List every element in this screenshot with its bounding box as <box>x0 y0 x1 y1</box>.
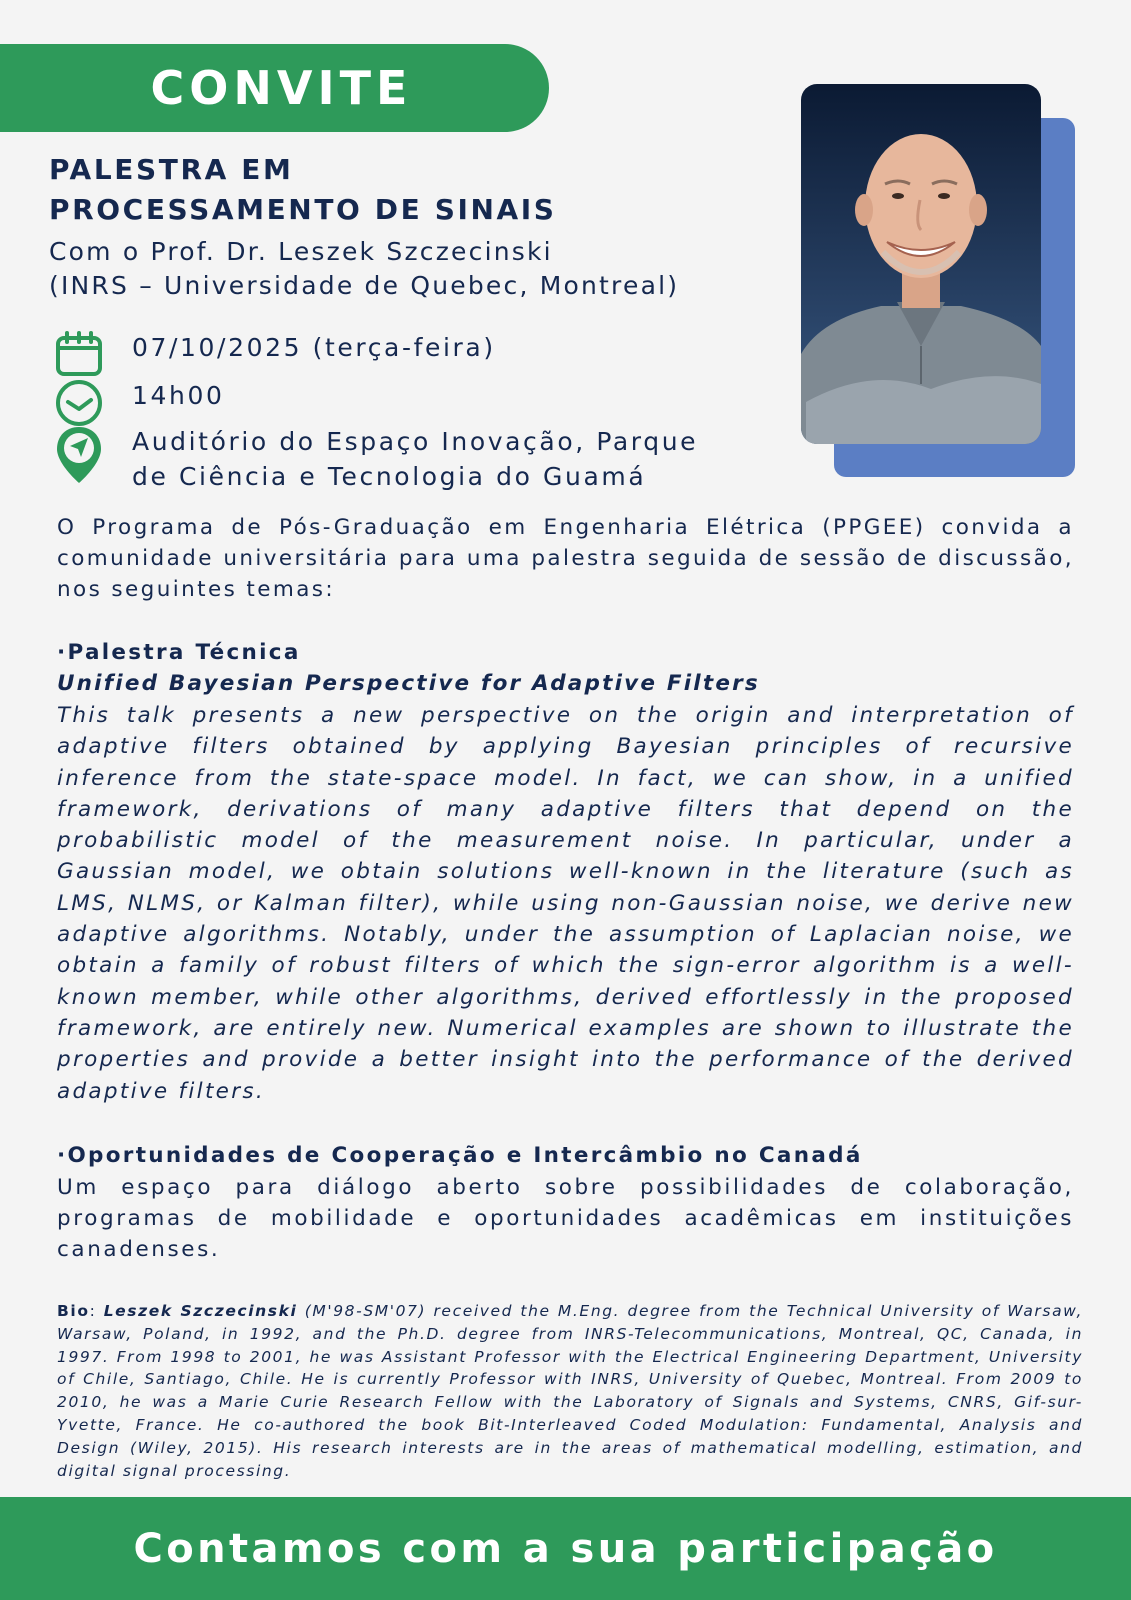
footer-banner <box>0 1497 1131 1600</box>
event-date-text: 07/10/2025 (terça-feira) <box>132 333 496 362</box>
clock-icon <box>54 378 104 428</box>
event-date <box>54 330 496 380</box>
location-line1: Auditório do Espaço Inovação, Parque <box>132 427 699 456</box>
location-icon <box>54 424 104 486</box>
event-time <box>54 378 224 428</box>
footer-text: Contamos com a sua participação <box>133 1525 998 1572</box>
banner-label: CONVITE <box>150 61 413 115</box>
event-title-line2: PROCESSAMENTO DE SINAIS <box>49 193 557 226</box>
event-title-line1: PALESTRA EM <box>49 153 294 186</box>
event-location <box>54 424 698 494</box>
bio-text: (M'98-SM'07) received the M.Eng. degree from the Technical University of Warsaw, Warsaw, Poland, in 1992, and the Ph.D. degree from INRS-Telecommunications, Montreal, QC, Canada, in 1997. From 1998 to 2001, he was Assistant Professor with the Electrical Engineering Department, University of Chile, Santiago, Chile. He is currently Professor with INRS, University of Quebec, Montreal. From 2009 to 2010, he was a Marie Curie Research Fellow with the Laboratory of Signals and Systems, CNRS, Gif-sur-Yvette, France. He co-authored the book Bit-Interleaved Coded Modulation: Fundamental, Analysis and Design (Wiley, 2015). His research interests are in the areas of mathematical modelling, estimation, and digital signal processing. <box>57 1302 1083 1480</box>
calendar-icon <box>54 330 104 380</box>
bio-label: Bio <box>57 1302 90 1320</box>
cooperation-heading: ·Oportunidades de Cooperação e Intercâmbio no Canadá <box>57 1143 863 1168</box>
invite-banner <box>0 44 549 132</box>
talk-heading: ·Palestra Técnica <box>57 640 301 665</box>
speaker-name: Com o Prof. Dr. Leszek Szczecinski <box>49 237 553 266</box>
intro-paragraph: O Programa de Pós-Graduação em Engenharia Elétrica (PPGEE) convida a comunidade universitária para uma palestra seguida de sessão de discussão, nos seguintes temas: <box>57 515 1074 602</box>
event-time-text: 14h00 <box>132 381 225 410</box>
speaker-photo <box>801 84 1041 444</box>
bio-paragraph: Bio: Leszek Szczecinski (M'98-SM'07) received the M.Eng. degree from the Technical University of Warsaw, Warsaw, Poland, in 1992, and the Ph.D. degree from INRS-Telecommunications, Montreal, QC, Canada, in 1997. From 1998 to 2001, he was Assistant Professor with the Electrical Engineering Department, University of Chile, Santiago, Chile. He is currently Professor with INRS, University of Quebec, Montreal. From 2009 to 2010, he was a Marie Curie Research Fellow with the Laboratory of Signals and Systems, CNRS, Gif-sur-Yvette, France. He co-authored the book Bit-Interleaved Coded Modulation: Fundamental, Analysis and Design (Wiley, 2015). His research interests are in the areas of mathematical modelling, estimation, and digital signal processing. <box>57 1302 1083 1480</box>
location-line2: de Ciência e Tecnologia do Guamá <box>132 462 647 491</box>
cooperation-text: Um espaço para diálogo aberto sobre possibilidades de colaboração, programas de mobilidade e oportunidades acadêmicas em instituições canadenses. <box>57 1175 1074 1262</box>
speaker-affiliation: (INRS – Universidade de Quebec, Montreal) <box>49 271 680 300</box>
speaker-info <box>49 235 679 303</box>
event-location-text <box>132 424 698 494</box>
talk-title: Unified Bayesian Perspective for Adaptive Filters <box>57 671 760 696</box>
event-title <box>49 150 557 230</box>
talk-abstract: This talk presents a new perspective on the origin and interpretation of adaptive filters obtained by applying Bayesian principles of recursive inference from the state-space model. In fact, we can show, in a unified framework, derivations of many adaptive filters that depend on the probabilistic model of the measurement noise. In particular, under a Gaussian model, we obtain solutions well-known in the literature (such as LMS, NLMS, or Kalman filter), while using non-Gaussian noise, we derive new adaptive algorithms. Notably, under the assumption of Laplacian noise, we obtain a family of robust filters of which the sign-error algorithm is a well-known member, while other algorithms, derived effortlessly in the proposed framework, are entirely new. Numerical examples are shown to illustrate the properties and provide a better insight into the performance of the derived adaptive filters. <box>57 703 1074 1104</box>
bio-name: Leszek Szczecinski <box>103 1302 298 1320</box>
